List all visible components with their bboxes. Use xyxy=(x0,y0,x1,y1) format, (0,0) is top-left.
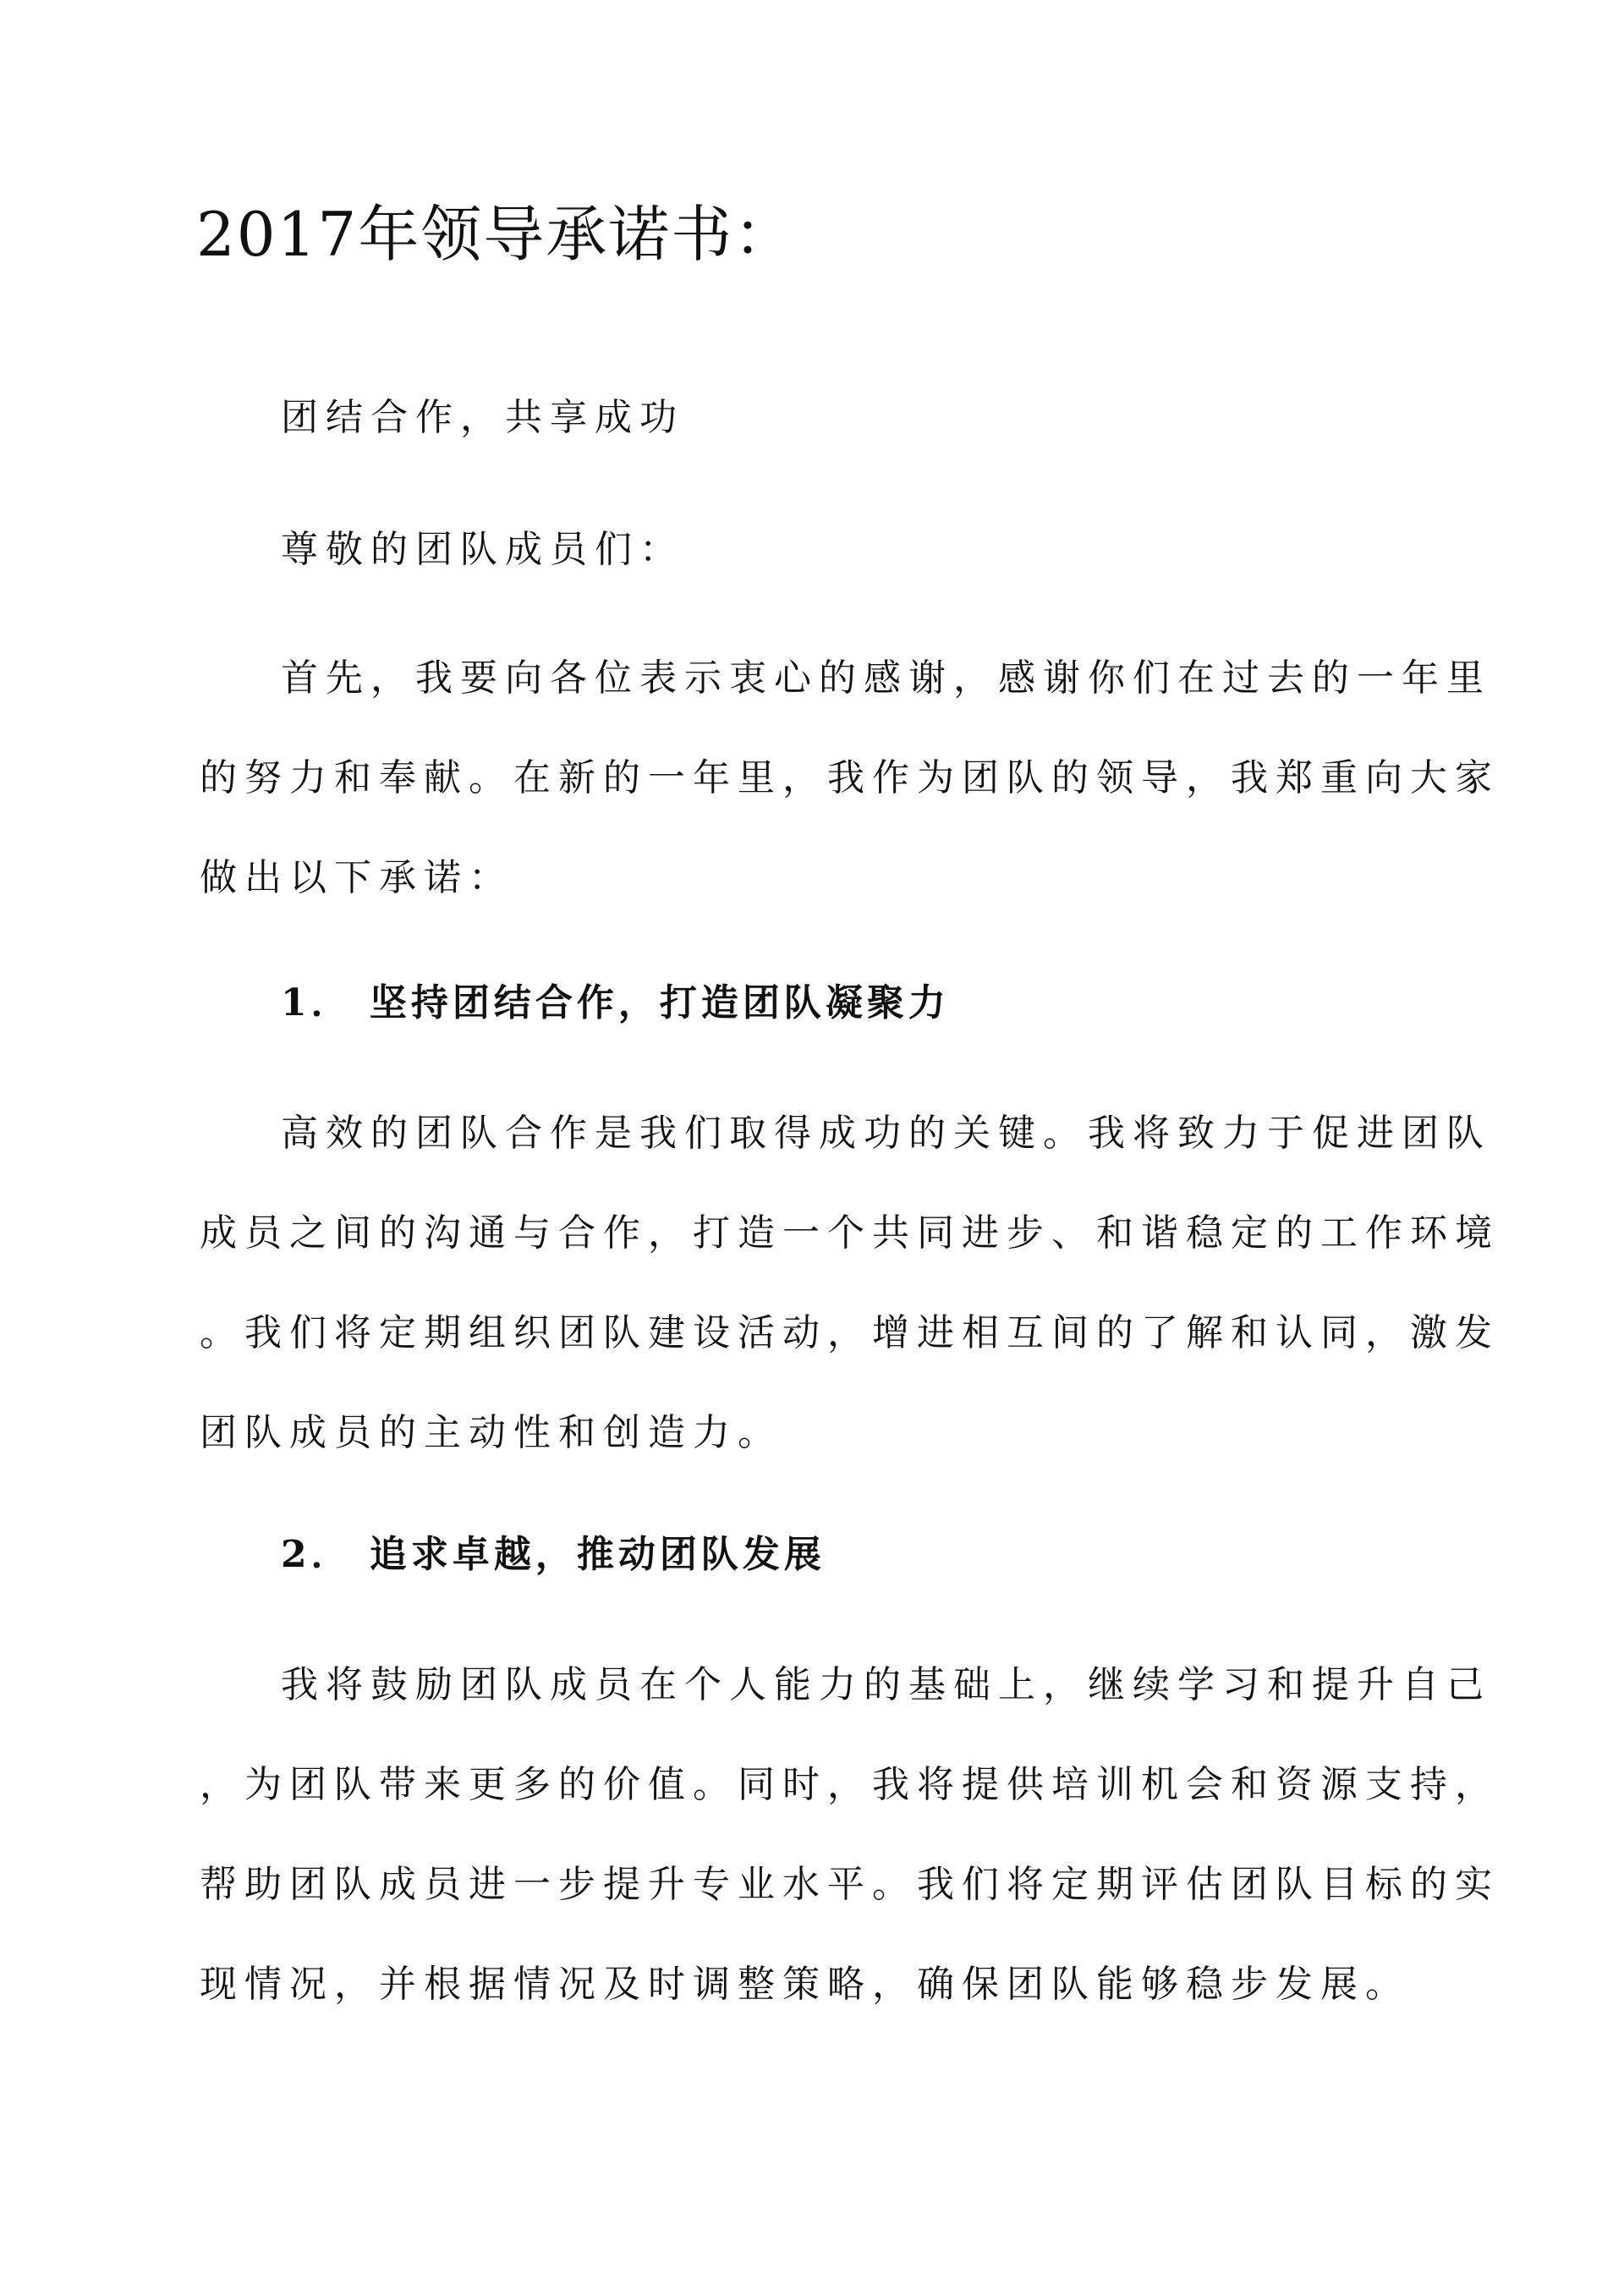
section-1-line-1: 高效的团队合作是我们取得成功的关键。我将致力于促进团队 xyxy=(281,1112,1491,1155)
section-1-line-2: 成员之间的沟通与合作，打造一个共同进步、和谐稳定的工作环境 xyxy=(200,1211,1500,1255)
section-1-heading: 1． 坚持团结合作，打造团队凝聚力 xyxy=(281,981,950,1024)
salutation: 尊敬的团队成员们： xyxy=(281,528,684,571)
section-2-heading: 2． 追求卓越，推动团队发展 xyxy=(281,1533,826,1576)
intro-line-1: 首先，我要向各位表示衷心的感谢，感谢你们在过去的一年里 xyxy=(281,656,1491,700)
document-subtitle: 团结合作，共享成功 xyxy=(281,396,684,439)
section-1-line-3: 。我们将定期组织团队建设活动，增进相互间的了解和认同，激发 xyxy=(200,1311,1500,1354)
section-2-line-3: 帮助团队成员进一步提升专业水平。我们将定期评估团队目标的实 xyxy=(200,1863,1500,1906)
section-2-line-4: 现情况，并根据情况及时调整策略，确保团队能够稳步发展。 xyxy=(200,1963,1410,2006)
section-2-line-1: 我将鼓励团队成员在个人能力的基础上，继续学习和提升自己 xyxy=(281,1663,1491,1706)
document-title: 2017年领导承诺书： xyxy=(196,199,797,270)
section-2-line-2: ，为团队带来更多的价值。同时，我将提供培训机会和资源支持， xyxy=(200,1763,1500,1806)
intro-line-2: 的努力和奉献。在新的一年里，我作为团队的领导，我郑重向大家 xyxy=(200,756,1500,799)
section-1-line-4: 团队成员的主动性和创造力。 xyxy=(200,1411,782,1454)
intro-line-3: 做出以下承诺： xyxy=(200,856,513,899)
